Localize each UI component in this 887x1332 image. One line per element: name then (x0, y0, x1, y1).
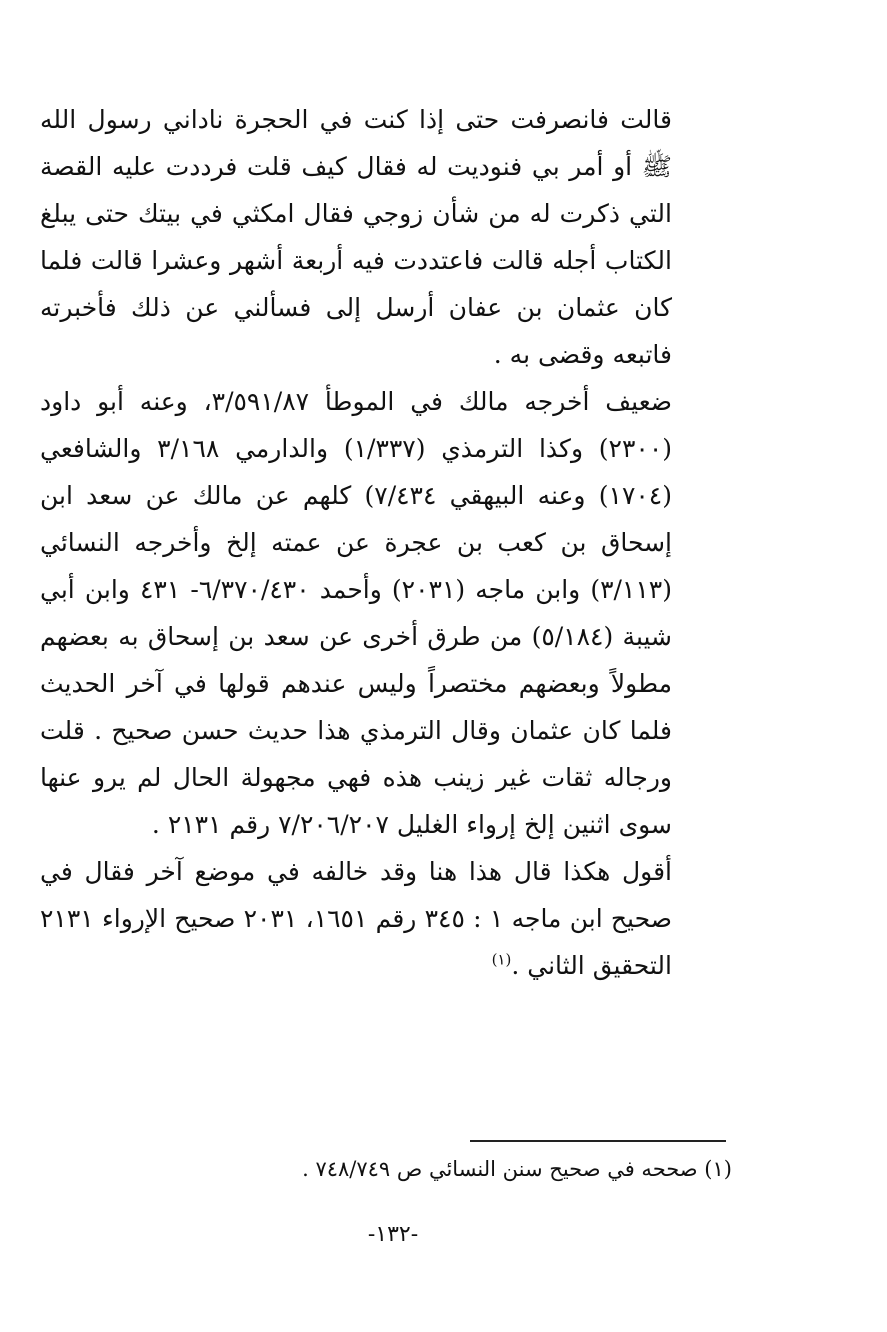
page-number: -١٣٢- (367, 1222, 419, 1247)
narration-paragraph (40, 96, 672, 378)
comment-text: أقول هكذا قال هذا هنا وقد خالفه في موضع آخر فقال في صحيح ابن ماجه ١ : ٣٤٥ رقم ١٦٥١، ٢٠٣١ صحيح الإرواء ٢١٣١ التحقيق الثاني . (40, 857, 672, 980)
comment-paragraph (40, 848, 672, 989)
footnote-reference: (١) (491, 950, 512, 969)
takhrij-paragraph (40, 378, 672, 848)
main-text-block (40, 96, 672, 989)
footnote-divider (470, 1140, 726, 1142)
footnote: (١) صححه في صحيح سنن النسائي ص ٧٤٨/٧٤٩ . (302, 1157, 732, 1181)
takhrij-text: ضعيف أخرجه مالك في الموطأ ٣/٥٩١/٨٧، وعنه أبو داود (٢٣٠٠) وكذا الترمذي (١/٣٣٧) والدارمي ٣/١٦٨ والشافعي (١٧٠٤) وعنه البيهقي ٧/٤٣٤) كلهم عن مالك عن سعد ابن إسحاق بن كعب بن عجرة عن عمته إلخ وأخرجه النسائي (٣/١١٣) وابن ماجه (٢٠٣١) وأحمد ٦/٣٧٠/٤٣٠- ٤٣١ وابن أبي شيبة (٥/١٨٤) من طرق أخرى عن سعد بن إسحاق به بعضهم مطولاً وبعضهم مختصراً وليس عندهم قولها في آخر الحديث فلما كان عثمان وقال الترمذي هذا حديث حسن صحيح . قلت ورجاله ثقات غير زينب هذه فهي مجهولة الحال لم يرو عنها سوى اثنين إلخ إرواء الغليل ٧/٢٠٦/٢٠٧ رقم ٢١٣١ . (40, 387, 673, 839)
narration-text: قالت فانصرفت حتى إذا كنت في الحجرة ناداني رسول الله ﷺ أو أمر بي فنوديت له فقال كيف قلت فرددت عليه القصة التي ذكرت له من شأن زوجي فقال امكثي في بيتك حتى يبلغ الكتاب أجله قالت فاعتددت فيه أربعة أشهر وعشرا قالت فلما كان عثمان بن عفان أرسل إلى فسألني عن ذلك فأخبرته فاتبعه وقضى به . (40, 105, 672, 369)
